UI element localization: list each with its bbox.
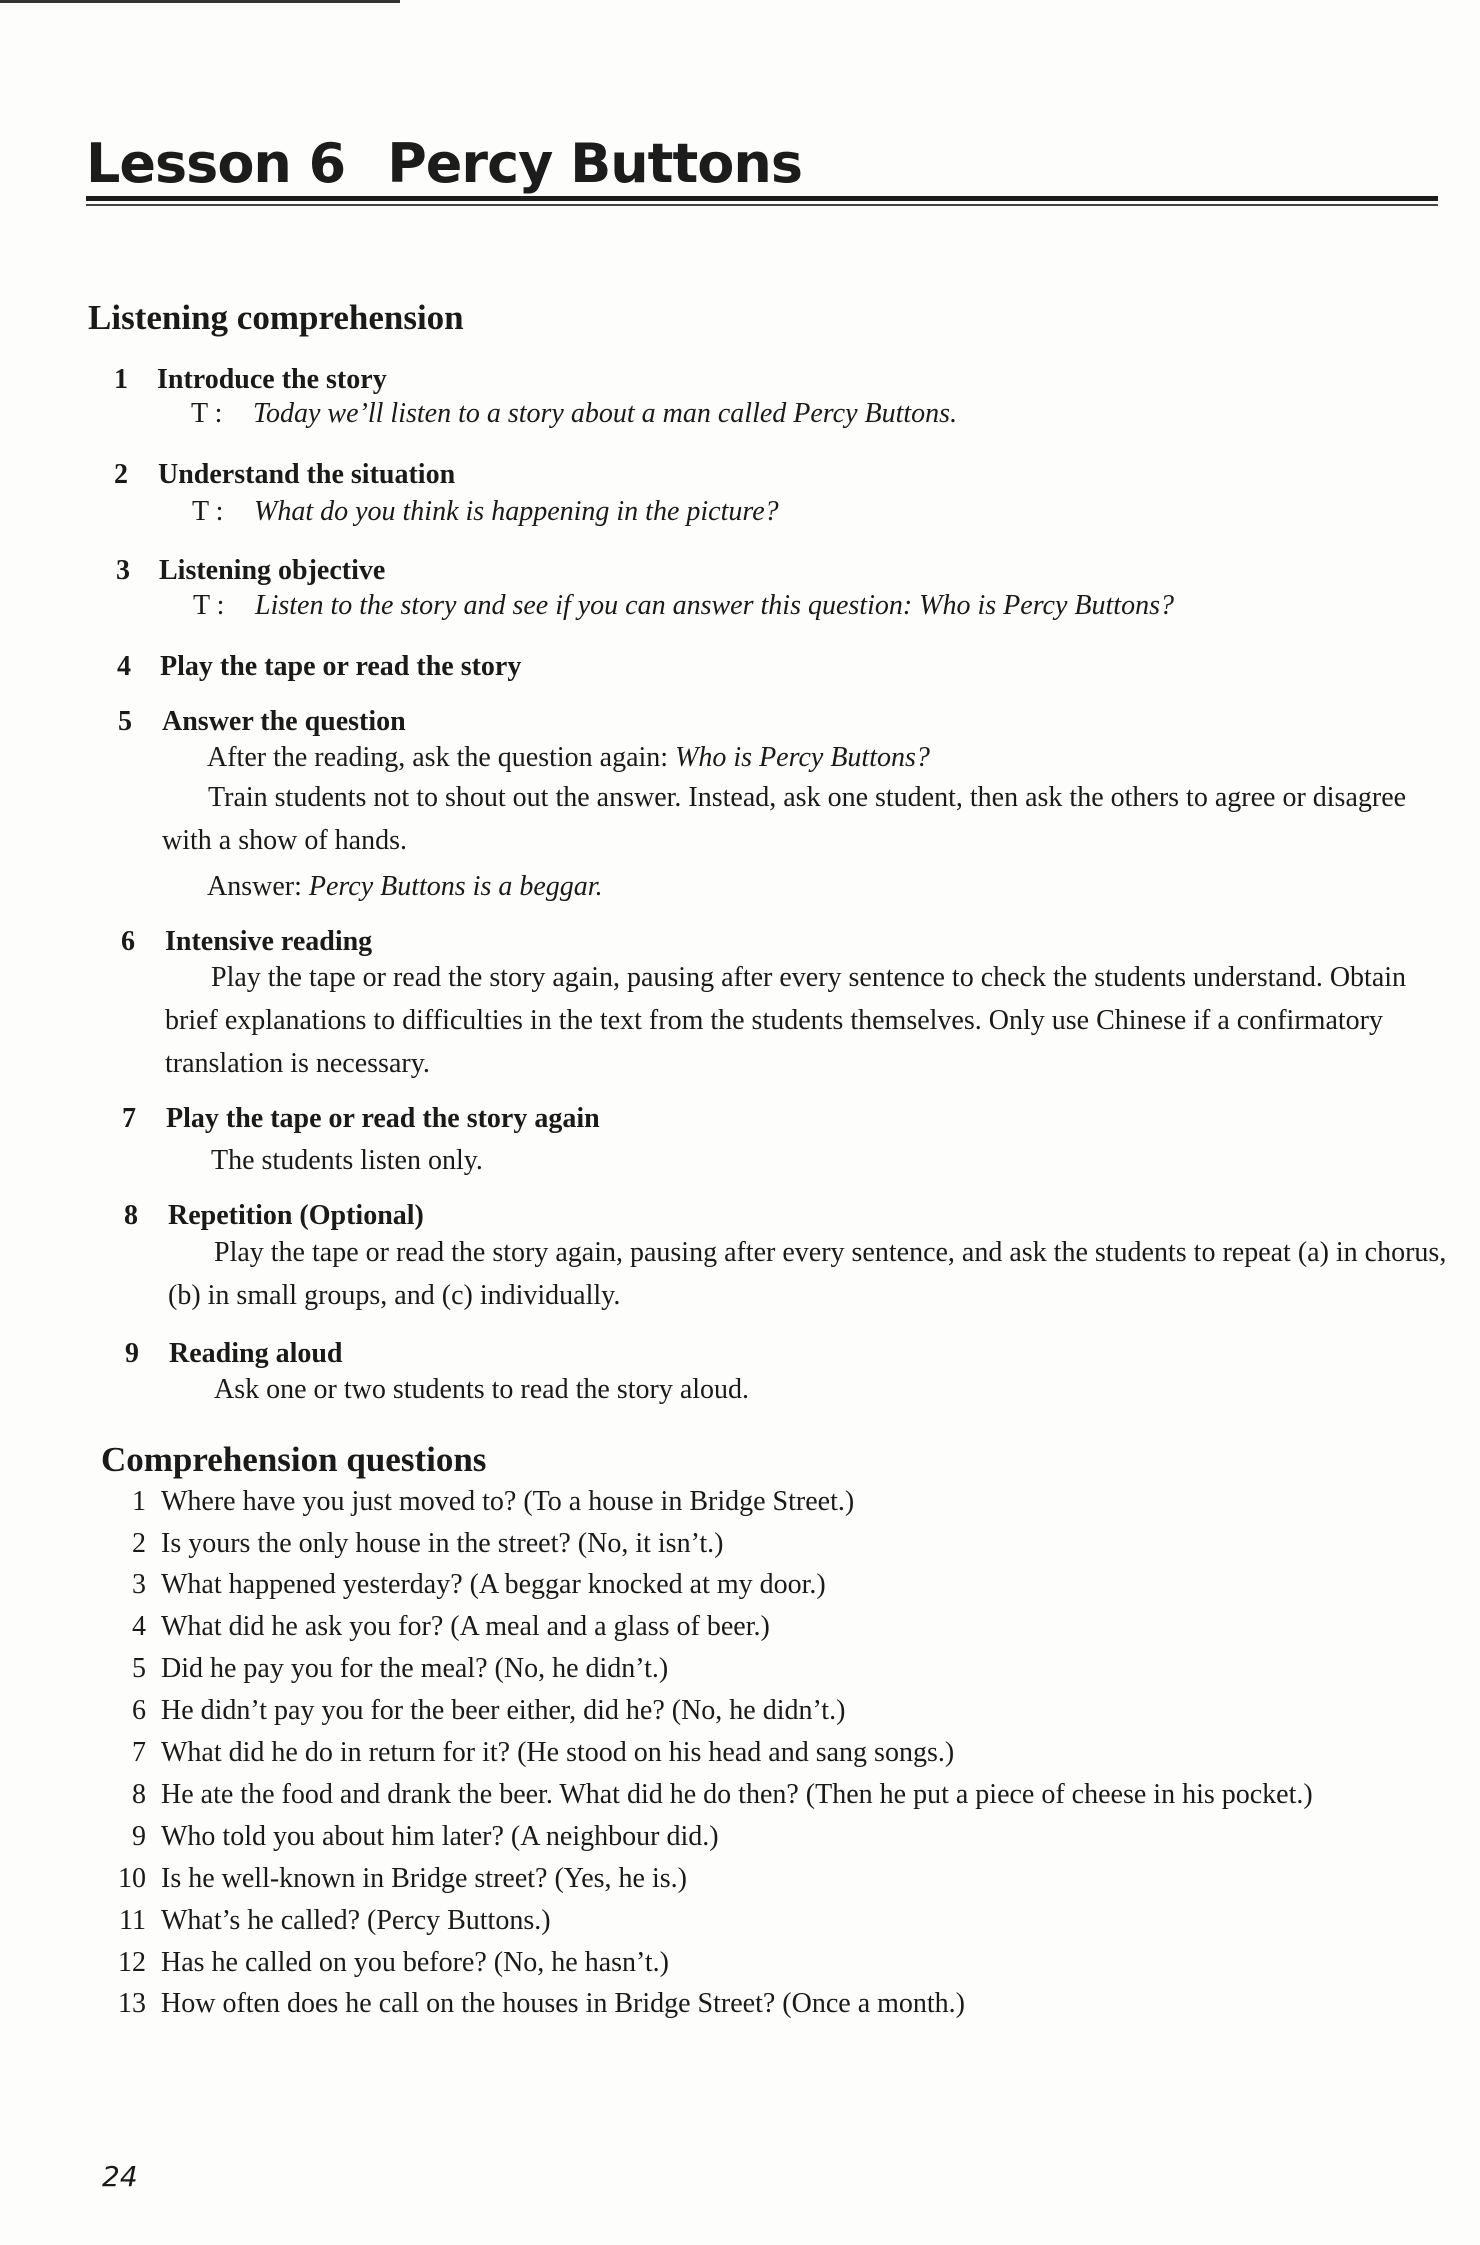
step-answer [207, 871, 603, 903]
step-teacher-line [193, 590, 1174, 622]
answer-label: Answer: [207, 871, 309, 902]
step-paragraph [162, 776, 1452, 862]
question-item [100, 1905, 551, 1937]
teacher-quote: Listen to the story and see if you can answer this question: Who is Percy Buttons? [255, 590, 1174, 621]
instruction-text: After the reading, ask the question again: [207, 742, 676, 773]
step-number: 9 [125, 1338, 139, 1369]
step-title: Understand the situation [158, 459, 456, 490]
question-number: 10 [118, 1863, 146, 1894]
question-number: 6 [132, 1695, 146, 1726]
question-number: 3 [132, 1569, 146, 1600]
teacher-quote: What do you think is happening in the picture? [254, 496, 779, 527]
step-title: Reading aloud [169, 1338, 343, 1369]
question-item [100, 1528, 724, 1560]
question-number: 9 [132, 1821, 146, 1852]
question-italic: Who is Percy Buttons? [675, 742, 930, 773]
teacher-label: T : [191, 398, 223, 429]
question-number: 4 [132, 1611, 146, 1642]
question-text: How often does he call on the houses in Bridge Street? (Once a month.) [161, 1988, 966, 2019]
question-item [100, 1486, 854, 1518]
lesson-number: Lesson 6 [86, 132, 346, 195]
title-rule-thin [86, 204, 1438, 206]
question-text: Did he pay you for the meal? (No, he didn’t.) [161, 1653, 669, 1684]
paragraph-text: Train students not to shout out the answer. Instead, ask one student, then ask the others to agree or disagree with a show of hands. [162, 782, 1407, 856]
question-text: Who told you about him later? (A neighbour did.) [161, 1821, 719, 1852]
step-number: 6 [121, 926, 135, 957]
step-instruction [207, 742, 930, 774]
question-text: Has he called on you before? (No, he hasn’t.) [161, 1947, 669, 1978]
question-item [100, 1779, 1313, 1811]
question-text: Where have you just moved to? (To a house in Bridge Street.) [161, 1486, 855, 1517]
title-rule-thick [86, 196, 1438, 201]
question-number: 7 [132, 1737, 146, 1768]
question-number: 11 [119, 1905, 146, 1936]
question-item [100, 1737, 954, 1769]
step-number: 7 [122, 1103, 136, 1134]
question-text: What did he do in return for it? (He stood on his head and sang songs.) [161, 1737, 955, 1768]
page-number: 24 [102, 2160, 138, 2193]
question-item [100, 1988, 965, 2020]
page-title [86, 132, 802, 195]
comprehension-heading: Comprehension questions [101, 1440, 487, 1479]
question-text: What did he ask you for? (A meal and a glass of beer.) [161, 1611, 770, 1642]
question-item [100, 1653, 668, 1685]
lesson-title: Percy Buttons [387, 132, 802, 195]
step-instruction: The students listen only. [211, 1145, 483, 1176]
paragraph-text: Play the tape or read the story again, pausing after every sentence, and ask the students to repeat (a) in chorus, (b) in small groups, and (c) individually. [168, 1237, 1447, 1311]
question-number: 2 [132, 1528, 146, 1559]
question-number: 12 [118, 1947, 146, 1978]
question-text: Is he well-known in Bridge street? (Yes, he is.) [161, 1863, 687, 1894]
step-number: 4 [117, 651, 131, 682]
step-number: 2 [114, 459, 128, 490]
question-text: What’s he called? (Percy Buttons.) [161, 1905, 551, 1936]
question-text: He ate the food and drank the beer. What did he do then? (Then he put a piece of cheese in his pocket.) [161, 1779, 1313, 1810]
question-number: 5 [132, 1653, 146, 1684]
step-teacher-line [192, 496, 779, 528]
question-item [100, 1695, 845, 1727]
step-paragraph [165, 956, 1457, 1085]
question-item [100, 1821, 719, 1853]
step-title: Intensive reading [165, 926, 373, 957]
question-item [100, 1863, 687, 1895]
paragraph-text: Play the tape or read the story again, pausing after every sentence to check the students understand. Obtain brief explanations to difficulties in the text from the students themselves. Only use Chinese if a confirmatory translation is necessary. [165, 962, 1407, 1079]
teacher-label: T : [193, 590, 225, 621]
step-title: Introduce the story [157, 364, 387, 395]
answer-text: Percy Buttons is a beggar. [308, 871, 603, 902]
step-instruction: Ask one or two students to read the story aloud. [214, 1374, 750, 1405]
step-number: 1 [114, 364, 128, 395]
step-number: 8 [124, 1200, 138, 1231]
question-item [100, 1947, 669, 1979]
listening-heading: Listening comprehension [88, 298, 464, 337]
step-title: Play the tape or read the story again [166, 1103, 600, 1134]
step-title: Play the tape or read the story [160, 651, 522, 682]
question-item [100, 1569, 826, 1601]
step-paragraph [168, 1231, 1458, 1317]
question-text: What happened yesterday? (A beggar knocked at my door.) [161, 1569, 826, 1600]
teacher-quote: Today we’ll listen to a story about a man called Percy Buttons. [253, 398, 958, 429]
step-title: Listening objective [159, 555, 386, 586]
scan-edge-line [0, 0, 400, 3]
question-number: 8 [132, 1779, 146, 1810]
step-number: 5 [118, 706, 132, 737]
step-number: 3 [116, 555, 130, 586]
step-title: Answer the question [162, 706, 406, 737]
teacher-label: T : [192, 496, 224, 527]
question-text: Is yours the only house in the street? (No, it isn’t.) [161, 1528, 724, 1559]
question-number: 1 [132, 1486, 146, 1517]
question-number: 13 [118, 1988, 146, 2019]
question-item [100, 1611, 770, 1643]
step-teacher-line [191, 398, 957, 430]
step-title: Repetition (Optional) [168, 1200, 424, 1231]
question-text: He didn’t pay you for the beer either, did he? (No, he didn’t.) [161, 1695, 846, 1726]
